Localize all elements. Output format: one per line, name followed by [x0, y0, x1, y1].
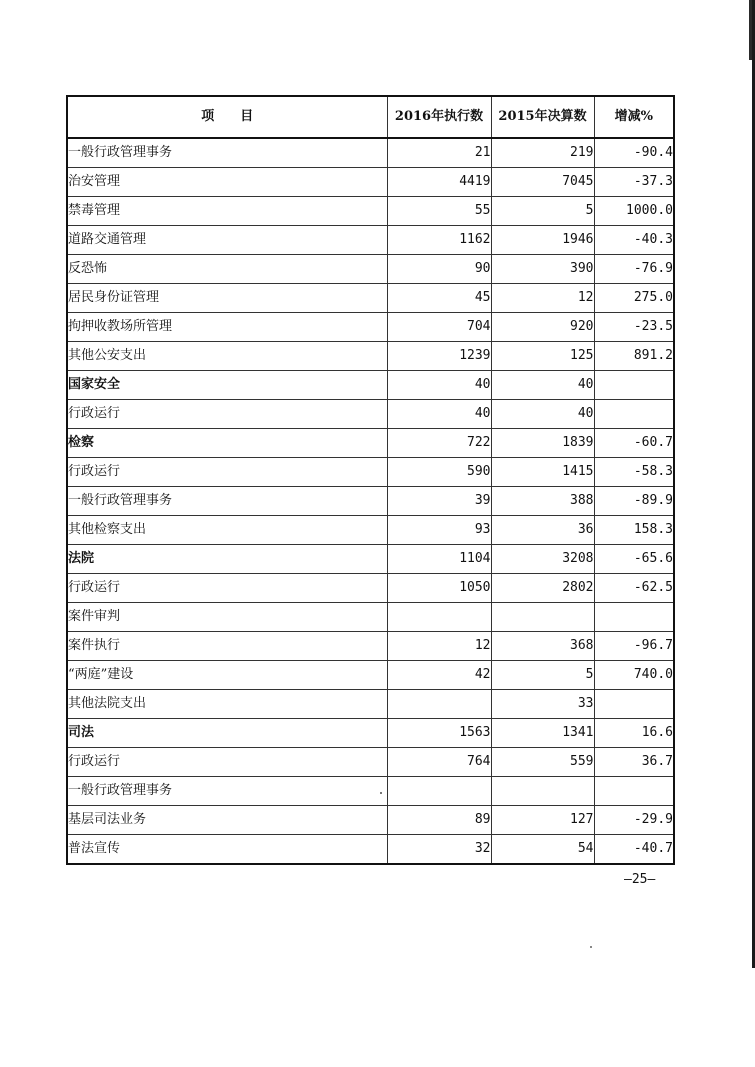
header-2015-final: 2015年决算数	[491, 96, 594, 138]
cell-2015: 33	[491, 690, 594, 719]
cell-2016	[387, 603, 491, 632]
row-label: 其他公安支出	[67, 342, 387, 371]
row-label: 一般行政管理事务	[67, 487, 387, 516]
cell-change: -23.5	[594, 313, 674, 342]
cell-2016: 704	[387, 313, 491, 342]
table-row	[67, 777, 674, 806]
cell-2016: 1563	[387, 719, 491, 748]
page-number: —25—	[624, 872, 656, 887]
cell-2015: 40	[491, 400, 594, 429]
cell-2016: 1162	[387, 226, 491, 255]
table-row	[67, 690, 674, 719]
cell-change: -40.7	[594, 835, 674, 865]
cell-change: 1000.0	[594, 197, 674, 226]
cell-2015: 1839	[491, 429, 594, 458]
cell-2015: 559	[491, 748, 594, 777]
table-row	[67, 255, 674, 284]
cell-2015: 54	[491, 835, 594, 865]
table-row	[67, 719, 674, 748]
row-label: 拘押收教场所管理	[67, 313, 387, 342]
row-label: 其他法院支出	[67, 690, 387, 719]
table-row	[67, 400, 674, 429]
cell-change: -90.4	[594, 138, 674, 168]
cell-change: 275.0	[594, 284, 674, 313]
cell-2015	[491, 777, 594, 806]
cell-2015: 125	[491, 342, 594, 371]
table-row	[67, 806, 674, 835]
table-row	[67, 284, 674, 313]
cell-change	[594, 603, 674, 632]
cell-2015: 36	[491, 516, 594, 545]
header-2016-executed: 2016年执行数	[387, 96, 491, 138]
table-row	[67, 197, 674, 226]
cell-change	[594, 690, 674, 719]
row-label: 案件审判	[67, 603, 387, 632]
budget-table	[66, 95, 675, 865]
cell-2015: 388	[491, 487, 594, 516]
cell-2016: 1239	[387, 342, 491, 371]
cell-2016: 1104	[387, 545, 491, 574]
cell-2015: 1341	[491, 719, 594, 748]
header-item: 项 目	[67, 96, 387, 138]
cell-2016: 21	[387, 138, 491, 168]
cell-change	[594, 371, 674, 400]
scan-speck	[380, 792, 382, 794]
row-label: 治安管理	[67, 168, 387, 197]
table-row	[67, 168, 674, 197]
cell-change: -40.3	[594, 226, 674, 255]
cell-change: -58.3	[594, 458, 674, 487]
cell-2016	[387, 690, 491, 719]
table-row	[67, 574, 674, 603]
cell-change: -89.9	[594, 487, 674, 516]
cell-2016: 42	[387, 661, 491, 690]
header-change-percent: 增减%	[594, 96, 674, 138]
cell-change: -37.3	[594, 168, 674, 197]
table-row	[67, 313, 674, 342]
cell-change: 158.3	[594, 516, 674, 545]
cell-2016: 764	[387, 748, 491, 777]
table-row	[67, 632, 674, 661]
table-row	[67, 661, 674, 690]
table-row	[67, 458, 674, 487]
cell-change: 16.6	[594, 719, 674, 748]
cell-change: -76.9	[594, 255, 674, 284]
cell-change: 740.0	[594, 661, 674, 690]
cell-2016	[387, 777, 491, 806]
cell-2016: 4419	[387, 168, 491, 197]
table-header-row	[67, 96, 674, 138]
table-row	[67, 748, 674, 777]
row-label: 国家安全	[67, 371, 387, 400]
cell-2016: 40	[387, 371, 491, 400]
cell-2015: 3208	[491, 545, 594, 574]
cell-2016: 89	[387, 806, 491, 835]
row-label: 其他检察支出	[67, 516, 387, 545]
row-label: 行政运行	[67, 400, 387, 429]
cell-2016: 90	[387, 255, 491, 284]
table-row	[67, 226, 674, 255]
cell-change: 36.7	[594, 748, 674, 777]
table-row	[67, 371, 674, 400]
cell-2015: 219	[491, 138, 594, 168]
cell-change: -29.9	[594, 806, 674, 835]
row-label: 禁毒管理	[67, 197, 387, 226]
cell-2015: 920	[491, 313, 594, 342]
table-row	[67, 835, 674, 865]
cell-2015: 7045	[491, 168, 594, 197]
cell-2015: 40	[491, 371, 594, 400]
cell-2015: 5	[491, 661, 594, 690]
row-label: 一般行政管理事务	[67, 138, 387, 168]
table-row	[67, 487, 674, 516]
cell-2016: 1050	[387, 574, 491, 603]
row-label: 法院	[67, 545, 387, 574]
cell-2016: 93	[387, 516, 491, 545]
cell-2016: 12	[387, 632, 491, 661]
table-row	[67, 429, 674, 458]
cell-2015	[491, 603, 594, 632]
cell-2015: 12	[491, 284, 594, 313]
cell-2015: 368	[491, 632, 594, 661]
cell-2016: 32	[387, 835, 491, 865]
row-label: 一般行政管理事务	[67, 777, 387, 806]
row-label: 案件执行	[67, 632, 387, 661]
cell-2016: 45	[387, 284, 491, 313]
cell-2016: 590	[387, 458, 491, 487]
row-label: 行政运行	[67, 458, 387, 487]
row-label: 行政运行	[67, 574, 387, 603]
table-row	[67, 603, 674, 632]
row-label: 基层司法业务	[67, 806, 387, 835]
cell-change: 891.2	[594, 342, 674, 371]
cell-2015: 127	[491, 806, 594, 835]
table-row	[67, 138, 674, 168]
table-row	[67, 342, 674, 371]
cell-2015: 390	[491, 255, 594, 284]
row-label: 普法宣传	[67, 835, 387, 865]
cell-2016: 40	[387, 400, 491, 429]
cell-change: -62.5	[594, 574, 674, 603]
cell-change	[594, 777, 674, 806]
cell-2015: 2802	[491, 574, 594, 603]
cell-2015: 1946	[491, 226, 594, 255]
row-label: 检察	[67, 429, 387, 458]
row-label: 居民身份证管理	[67, 284, 387, 313]
cell-2016: 55	[387, 197, 491, 226]
cell-2016: 39	[387, 487, 491, 516]
row-label: 反恐怖	[67, 255, 387, 284]
table-body	[67, 138, 674, 864]
row-label: 道路交通管理	[67, 226, 387, 255]
cell-change: -60.7	[594, 429, 674, 458]
cell-2016: 722	[387, 429, 491, 458]
cell-change	[594, 400, 674, 429]
table-row	[67, 545, 674, 574]
cell-change: -96.7	[594, 632, 674, 661]
cell-2015: 5	[491, 197, 594, 226]
scan-speck	[590, 946, 592, 948]
row-label: 行政运行	[67, 748, 387, 777]
table-row	[67, 516, 674, 545]
row-label: “两庭”建设	[67, 661, 387, 690]
cell-2015: 1415	[491, 458, 594, 487]
cell-change: -65.6	[594, 545, 674, 574]
row-label: 司法	[67, 719, 387, 748]
